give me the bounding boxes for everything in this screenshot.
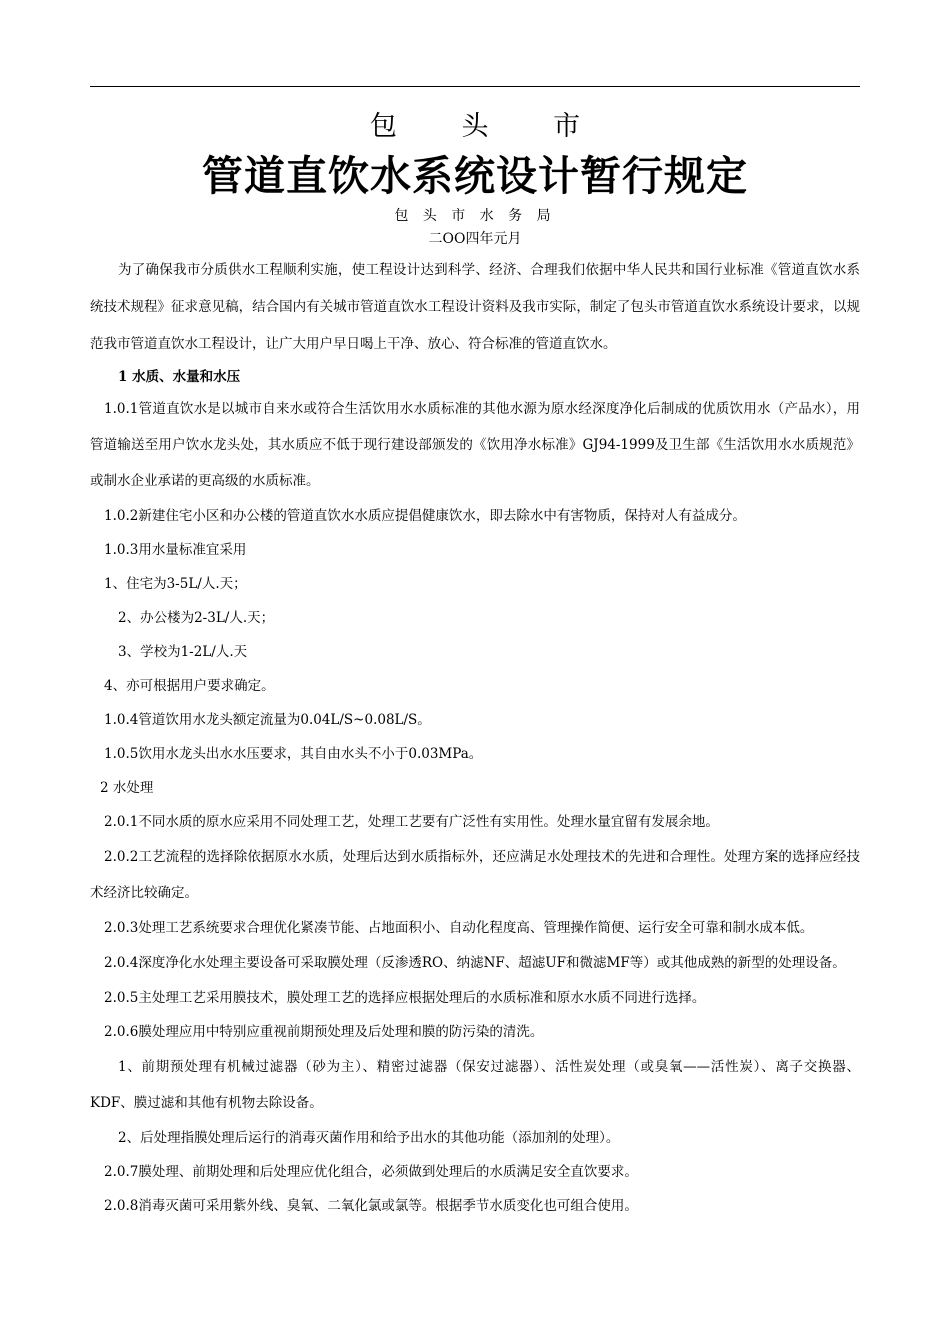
- clause-2-0-7: 2.0.7膜处理、前期处理和后处理应优化组合，必须做到处理后的水质满足安全直饮要求。: [104, 1164, 638, 1180]
- list-item-office: 2、办公楼为2-3L/人.天；: [118, 610, 275, 626]
- clause-1-0-5: 1.0.5饮用水龙头出水水压要求，其自由水头不小于0.03MPa。: [104, 746, 483, 762]
- document-title: 管道直饮水系统设计暂行规定: [202, 152, 748, 200]
- clause-2-0-3: 2.0.3处理工艺系统要求合理优化紧凑节能、占地面积小、自动化程度高、管理操作简便、运行安全可靠和制水成本低。: [104, 920, 814, 936]
- document-page: [90, 104, 860, 1223]
- clause-1-0-1: 1.0.1管道直饮水是以城市自来水或符合生活饮用水水质标准的其他水源为原水经深度净化后制成的优质饮用水（产品水），用管道输送至用户饮水龙头处，其水质应不低于现行建设部颁发的《饮用净水标准》GJ94-1999及卫生部《生活饮用水水质规范》或制水企业承诺的更高级的水质标准。: [90, 401, 860, 489]
- list-item-posttreatment: 2、后处理指膜处理后运行的消毒灭菌作用和给予出水的其他功能（添加剂的处理）。: [118, 1130, 620, 1146]
- clause-1-0-3: 1.0.3用水量标准宜采用: [104, 542, 247, 558]
- header-rule: [90, 86, 860, 87]
- list-item-user-defined: 4、亦可根据用户要求确定。: [104, 678, 275, 694]
- list-item-residence: 1、住宅为3-5L/人.天；: [104, 576, 247, 592]
- clause-1-0-2: 1.0.2新建住宅小区和办公楼的管道直饮水水质应提倡健康饮水，即去除水中有害物质，保持对人有益成分。: [104, 508, 746, 524]
- intro-paragraph: 为了确保我市分质供水工程顺利实施，使工程设计达到科学、经济、合理我们依据中华人民共和国行业标准《管道直饮水系统技术规程》征求意见稿，结合国内有关城市管道直饮水工程设计资料及我市实际，制定了包头市管道直饮水系统设计要求，以规范我市管道直饮水工程设计，让广大用户早日喝上干净、放心、符合标准的管道直饮水。: [90, 262, 860, 352]
- list-item-school: 3、学校为1-2L/人.天: [118, 644, 248, 660]
- section-1-heading: 1 水质、水量和水压: [118, 369, 241, 385]
- clause-2-0-8: 2.0.8消毒灭菌可采用紫外线、臭氧、二氧化氯或氯等。根据季节水质变化也可组合使用。: [104, 1198, 638, 1214]
- city-title: 包 头 市: [369, 111, 609, 142]
- issuing-organization: 包 头 市 水 务 局: [394, 208, 556, 224]
- section-2-heading: 2 水处理: [100, 780, 154, 796]
- list-item-pretreatment: 1、前期预处理有机械过滤器（砂为主）、精密过滤器（保安过滤器）、活性炭处理（或臭氧——活性炭）、离子交换器、KDF、膜过滤和其他有机物去除设备。: [90, 1059, 860, 1111]
- clause-1-0-4: 1.0.4管道饮用水龙头额定流量为0.04L/S~0.08L/S。: [104, 712, 431, 728]
- clause-2-0-6: 2.0.6膜处理应用中特别应重视前期预处理及后处理和膜的防污染的清洗。: [104, 1024, 544, 1040]
- clause-2-0-1: 2.0.1不同水质的原水应采用不同处理工艺，处理工艺要有广泛性有实用性。处理水量宜留有发展余地。: [104, 814, 719, 830]
- clause-2-0-5: 2.0.5主处理工艺采用膜技术，膜处理工艺的选择应根据处理后的水质标准和原水水质不同进行选择。: [104, 990, 706, 1006]
- clause-2-0-2: 2.0.2工艺流程的选择除依据原水水质，处理后达到水质指标外，还应满足水处理技术的先进和合理性。处理方案的选择应经技术经济比较确定。: [90, 849, 860, 901]
- issue-date: 二OO四年元月: [428, 231, 522, 247]
- clause-2-0-4: 2.0.4深度净化水处理主要设备可采取膜处理（反渗透RO、纳滤NF、超滤UF和微滤MF等）或其他成熟的新型的处理设备。: [104, 955, 846, 971]
